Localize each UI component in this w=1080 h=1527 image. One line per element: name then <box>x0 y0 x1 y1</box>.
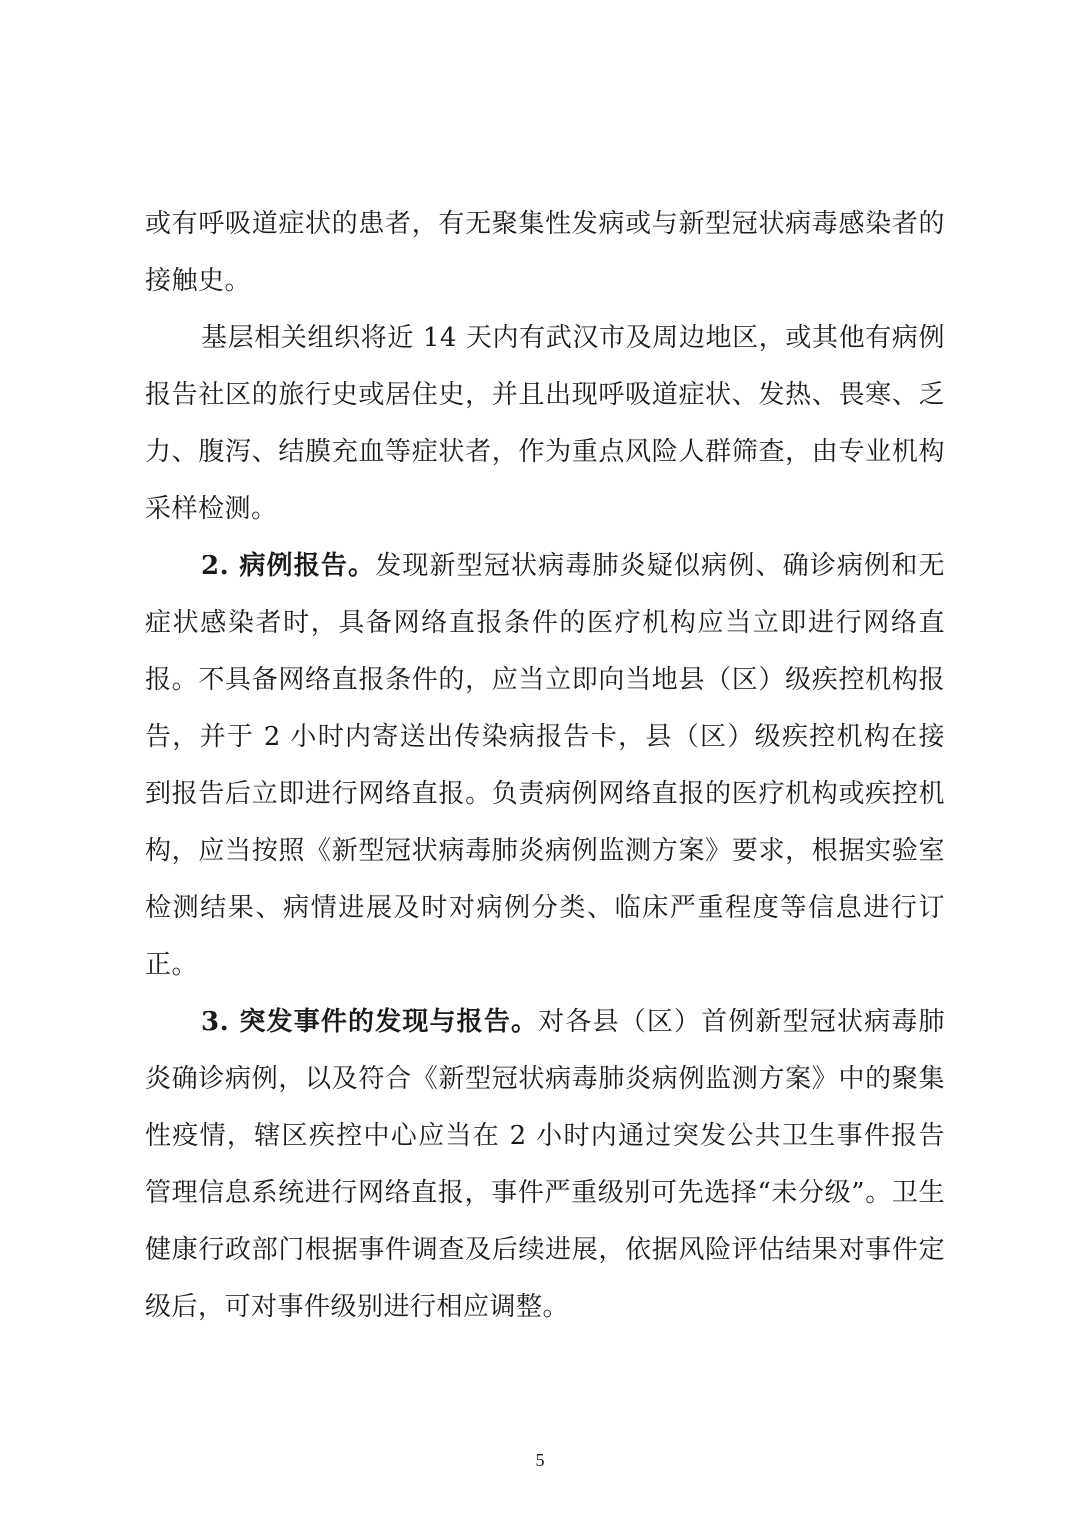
paragraph-text: 发现新型冠状病毒肺炎疑似病例、确诊病例和无症状感染者时，具备网络直报条件的医疗机构应当立即进行网络直报。不具备网络直报条件的，应当立即向当地县（区）级疾控机构报告，并于 2 小时内寄送出传染病报告卡，县（区）级疾控机构在接到报告后立即进行网络直报。负责病例网络直报的医疗机构或疾控机构，应当按照《新型冠状病毒肺炎病例监测方案》要求，根据实验室检测结果、病情进展及时对病例分类、临床严重程度等信息进行订正。 <box>145 551 945 980</box>
paragraph-text: 或有呼吸道症状的患者，有无聚集性发病或与新型冠状病毒感染者的接触史。 <box>145 209 945 296</box>
paragraph-continuation <box>145 196 945 310</box>
document-body <box>145 196 945 1336</box>
paragraph-screening <box>145 310 945 538</box>
section-heading: 2. 病例报告。 <box>201 551 376 581</box>
section-heading: 3. 突发事件的发现与报告。 <box>201 1007 539 1037</box>
paragraph-emergency-reporting <box>145 994 945 1336</box>
paragraph-text: 基层相关组织将近 14 天内有武汉市及周边地区，或其他有病例报告社区的旅行史或居住史，并且出现呼吸道症状、发热、畏寒、乏力、腹泻、结膜充血等症状者，作为重点风险人群筛查，由专业机构采样检测。 <box>145 323 945 524</box>
paragraph-case-reporting <box>145 538 945 994</box>
paragraph-text: 对各县（区）首例新型冠状病毒肺炎确诊病例，以及符合《新型冠状病毒肺炎病例监测方案》中的聚集性疫情，辖区疾控中心应当在 2 小时内通过突发公共卫生事件报告管理信息系统进行网络直报，事件严重级别可先选择“未分级”。卫生健康行政部门根据事件调查及后续进展，依据风险评估结果对事件定级后，可对事件级别进行相应调整。 <box>145 1007 945 1322</box>
page-number: 5 <box>535 1450 545 1470</box>
